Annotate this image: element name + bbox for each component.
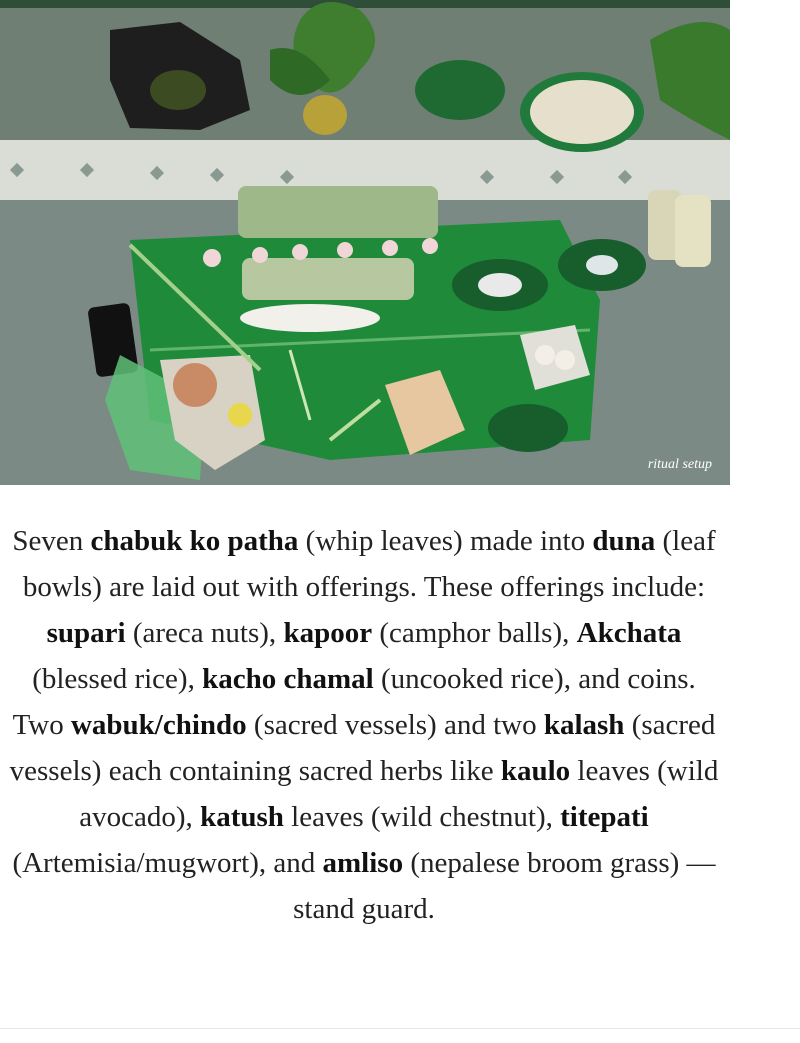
bottom-divider (0, 1028, 800, 1029)
bold-term: kalash (543, 709, 625, 741)
bold-term: supari (46, 617, 126, 649)
photo-caption: ritual setup (647, 457, 712, 472)
bold-term: amliso (322, 847, 404, 879)
bold-term: kacho chamal (202, 663, 374, 695)
paragraph-text: (leaf bowls) are laid out with offerings. These offerings include: (22, 525, 716, 603)
paragraph-text: (blessed rice), (32, 663, 203, 695)
bold-term: kaulo (500, 755, 571, 787)
bold-term: katush (200, 801, 284, 833)
paragraph-text: leaves (wild chestnut), (283, 801, 561, 833)
paragraph-text: (Artemisia/mugwort), and (12, 847, 323, 879)
paragraph-text: (camphor balls), (372, 617, 577, 649)
ritual-photo (0, 0, 730, 485)
paragraph-text: (whip leaves) made into (298, 525, 593, 557)
bold-term: kapoor (283, 617, 373, 649)
paragraph-text: (sacred vessels) and two (246, 709, 544, 741)
bold-term: Akchata (576, 617, 682, 649)
bold-term: wabuk/chindo (70, 709, 247, 741)
bold-term: duna (592, 525, 656, 557)
paragraph-text: (nepalese broom grass) — stand guard. (293, 847, 716, 925)
bold-term: chabuk ko patha (90, 525, 299, 557)
paragraph-text: (areca nuts), (125, 617, 284, 649)
paragraph-text: leaves (wild avocado), (79, 755, 719, 833)
description-paragraph (6, 518, 722, 932)
bold-term: titepati (560, 801, 649, 833)
paragraph-text: Seven (12, 525, 91, 557)
paragraph-text: (uncooked rice), and coins. Two (12, 663, 696, 741)
paragraph-text: (sacred vessels) each containing sacred herbs like (9, 709, 716, 787)
ritual-setup-illustration (0, 0, 730, 485)
